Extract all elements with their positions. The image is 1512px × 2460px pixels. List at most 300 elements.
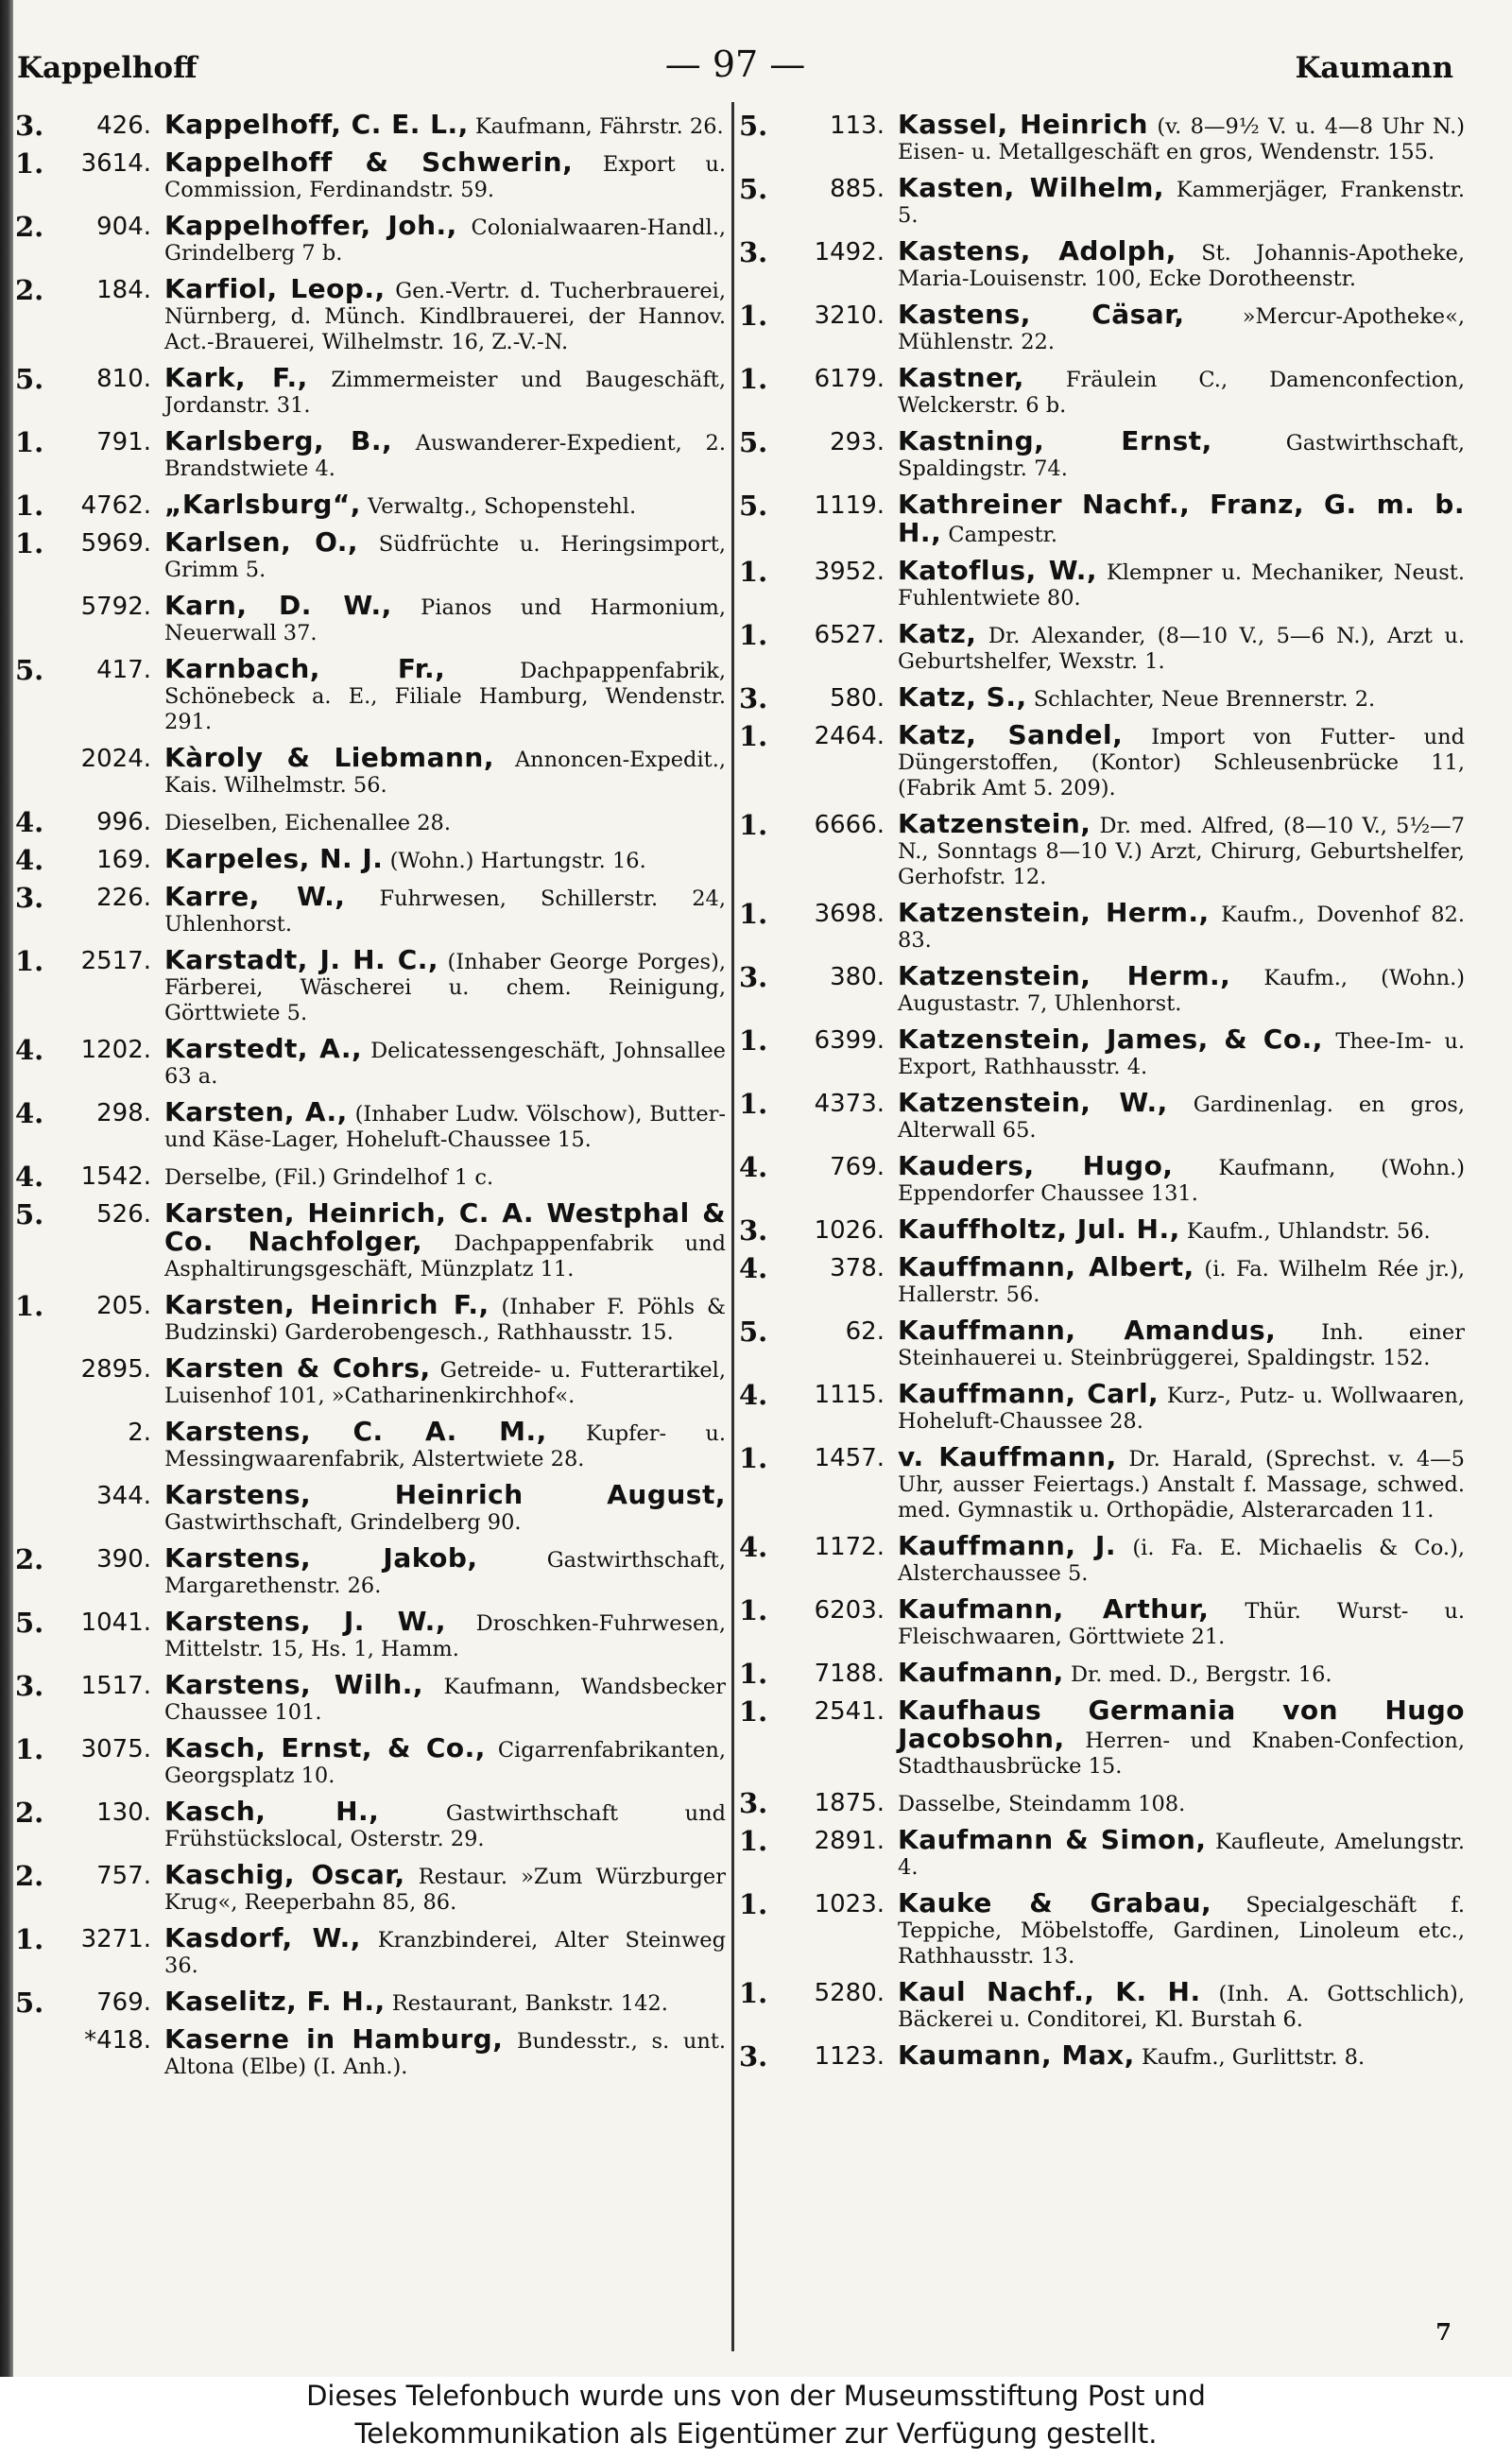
directory-entry xyxy=(15,843,726,876)
header-left-keyword: Kappelhoff xyxy=(17,51,198,85)
directory-entry xyxy=(15,1289,726,1346)
directory-entry xyxy=(739,1150,1465,1207)
exchange-office: 5. xyxy=(739,1316,768,1348)
directory-entry xyxy=(15,653,726,735)
directory-entry xyxy=(739,491,1465,548)
entry-text xyxy=(164,2023,726,2080)
subscriber-details: (v. 8—9½ V. u. 4—8 Uhr N.) Eisen- u. Metallgeschäft en gros, Wendenstr. 155. xyxy=(898,114,1465,164)
subscriber-name: Karnbach, Fr., xyxy=(164,653,446,684)
exchange-office: 1. xyxy=(15,527,44,559)
subscriber-details: Dr. med. Alfred, (8—10 V., 5½—7 N., Sonntags 8—10 V.) Arzt, Chirurg, Geburtshelfer, Gerhofstr. 12. xyxy=(898,814,1465,889)
subscriber-details: Kupfer- u. Messingwaarenfabrik, Alstertwiete 28. xyxy=(164,1421,726,1471)
subscriber-name: Kasdorf, W., xyxy=(164,1922,361,1953)
phone-number: 1457. xyxy=(814,1444,885,1472)
entry-text xyxy=(164,1859,726,1916)
directory-entry xyxy=(739,112,1465,165)
subscriber-details: Fuhrwesen, Schillerstr. 24, Uhlenhorst. xyxy=(164,886,726,937)
subscriber-name: Kathreiner Nachf., Franz, G. m. b. H., xyxy=(898,489,1465,548)
exchange-office: 1. xyxy=(15,147,44,180)
subscriber-details: Gen.-Vertr. d. Tucherbrauerei, Nürnberg, d. Münch. Kindlbrauerei, der Hannov. Act.-Brauerei, Wilhelmstr. 16, Z.-V.-N. xyxy=(164,279,726,354)
directory-entry xyxy=(15,1859,726,1916)
exchange-office xyxy=(15,1482,47,1536)
entry-text xyxy=(898,301,1465,355)
entry-text xyxy=(898,1824,1465,1881)
entry-text xyxy=(164,1289,726,1346)
subscriber-details: St. Johannis-Apotheke, Maria-Louisenstr. 100, Ecke Dorotheenstr. xyxy=(898,241,1465,291)
phone-number: 1119. xyxy=(814,491,885,520)
subscriber-details: Getreide- u. Futterartikel, Luisenhof 101, »Catharinenkirchhof«. xyxy=(164,1358,726,1408)
phone-number: 1542. xyxy=(80,1162,151,1191)
phone-number: 2891. xyxy=(814,1827,885,1855)
subscriber-name: Katzenstein, James, & Co., xyxy=(898,1024,1323,1055)
directory-entry xyxy=(739,1026,1465,1080)
entry-text xyxy=(898,172,1465,229)
phone-number: 417. xyxy=(96,656,151,684)
entry-text xyxy=(164,1798,726,1852)
subscriber-details: Droschken-Fuhrwesen, Mittelstr. 15, Hs. 1, Hamm. xyxy=(164,1611,726,1661)
entry-text xyxy=(164,1197,726,1282)
subscriber-name: v. Kauffmann, xyxy=(898,1441,1117,1472)
exchange-office: 1. xyxy=(739,1977,768,2009)
exchange-office xyxy=(15,2026,47,2080)
footer-line-1: Dieses Telefonbuch wurde uns von der Museumsstiftung Post und xyxy=(306,2380,1206,2412)
subscriber-name: Kappelhoff & Schwerin, xyxy=(164,146,574,178)
phone-number: 1492. xyxy=(814,238,885,267)
entry-text xyxy=(898,2039,1465,2071)
entry-text xyxy=(164,273,726,355)
entry-text xyxy=(164,881,726,938)
subscriber-name: Kastning, Ernst, xyxy=(898,425,1212,456)
directory-entry xyxy=(15,1162,726,1191)
subscriber-details: Restaurant, Bankstr. 142. xyxy=(391,1991,668,2016)
header-right-keyword: Kaumann xyxy=(1295,51,1453,85)
subscriber-name: Kappelhoff, C. E. L., xyxy=(164,112,469,140)
directory-entry xyxy=(15,1669,726,1726)
subscriber-name: Kark, F., xyxy=(164,362,308,393)
subscriber-details: Kaufmann, (Wohn.) Eppendorfer Chaussee 131. xyxy=(898,1156,1465,1206)
subscriber-details: Gastwirthschaft, Spaldingstr. 74. xyxy=(898,431,1465,481)
directory-entry xyxy=(739,681,1465,714)
subscriber-name: Karlsen, O., xyxy=(164,526,359,558)
subscriber-details: Restaur. »Zum Würzburger Krug«, Reeperbahn 85, 86. xyxy=(164,1865,726,1915)
subscriber-name: Karlsberg, B., xyxy=(164,425,393,456)
subscriber-details: (Wohn.) Hartungstr. 16. xyxy=(389,849,646,873)
exchange-office: 3. xyxy=(739,961,768,993)
subscriber-details: Kaufm., Uhlandstr. 56. xyxy=(1186,1219,1431,1244)
subscriber-name: Karre, W., xyxy=(164,881,346,912)
entry-text xyxy=(164,1479,726,1536)
subscriber-details: Pianos und Harmonium, Neuerwall 37. xyxy=(164,595,726,645)
exchange-office: 1. xyxy=(15,1923,44,1955)
exchange-office: 1. xyxy=(739,1024,768,1057)
entry-text xyxy=(164,1033,726,1090)
directory-entry xyxy=(15,1542,726,1599)
exchange-office: 4. xyxy=(15,806,44,838)
subscriber-details: Cigarrenfabrikanten, Georgsplatz 10. xyxy=(164,1738,726,1788)
subscriber-details: Export u. Commission, Ferdinandstr. 59. xyxy=(164,152,726,202)
phone-number: 2024. xyxy=(80,745,151,773)
entry-text xyxy=(164,146,726,203)
directory-entry xyxy=(739,1530,1465,1587)
exchange-office: 5. xyxy=(15,1607,44,1639)
exchange-office: 1. xyxy=(15,1733,44,1765)
exchange-office: 2. xyxy=(15,1797,44,1829)
phone-number: 769. xyxy=(96,1988,151,2017)
phone-number: 130. xyxy=(96,1798,151,1827)
subscriber-name: Kaselitz, F. H., xyxy=(164,1986,386,2017)
subscriber-name: Katzenstein, Herm., xyxy=(898,960,1231,991)
subscriber-details: Gastwirthschaft und Frühstückslocal, Osterstr. 29. xyxy=(164,1801,726,1851)
entry-text xyxy=(898,1087,1465,1144)
phone-number: 757. xyxy=(96,1862,151,1890)
subscriber-details: Herren- und Knaben-Confection, Stadthausbrücke 15. xyxy=(898,1729,1465,1779)
subscriber-name: Kaumann, Max, xyxy=(898,2039,1135,2071)
subscriber-name: Karsten, Heinrich F., xyxy=(164,1289,490,1320)
phone-number: 426. xyxy=(96,112,151,140)
exchange-office: 4. xyxy=(739,1379,768,1411)
subscriber-name: Karstadt, J. H. C., xyxy=(164,944,439,975)
phone-number: 3952. xyxy=(814,558,885,586)
subscriber-name: Katzenstein, xyxy=(898,808,1091,839)
exchange-office: 1. xyxy=(739,1695,768,1728)
phone-number: 2541. xyxy=(814,1697,885,1726)
subscriber-details: Dachpappenfabrik, Schönebeck a. E., Filiale Hamburg, Wendenstr. 291. xyxy=(164,659,726,734)
phone-number: 1115. xyxy=(814,1381,885,1409)
exchange-office: 1. xyxy=(15,490,44,522)
right-column xyxy=(739,112,1465,2361)
phone-number: 810. xyxy=(96,365,151,393)
subscriber-details: Dr. med. D., Bergstr. 16. xyxy=(1070,1662,1332,1687)
entry-text xyxy=(898,1593,1465,1650)
phone-number: 3698. xyxy=(814,900,885,928)
subscriber-name: Kauffholtz, Jul. H., xyxy=(898,1213,1180,1245)
entry-text xyxy=(164,1096,726,1153)
phone-number: 1517. xyxy=(80,1672,151,1700)
entry-text xyxy=(164,944,726,1026)
subscriber-details: Klempner u. Mechaniker, Neust. Fuhlentwiete 80. xyxy=(898,560,1465,611)
phone-number: 390. xyxy=(96,1545,151,1574)
phone-number: 1123. xyxy=(814,2042,885,2071)
subscriber-details: »Mercur-Apotheke«, Mühlenstr. 22. xyxy=(898,304,1465,354)
phone-number: 6203. xyxy=(814,1596,885,1625)
exchange-office: 2. xyxy=(15,211,44,243)
subscriber-details: Annoncen-Expedit., Kais. Wilhelmstr. 56. xyxy=(164,748,726,798)
exchange-office: 1. xyxy=(739,898,768,930)
exchange-office: 5. xyxy=(15,654,44,686)
subscriber-details: (Inhaber F. Pöhls & Budzinski) Garderobengesch., Rathhausstr. 15. xyxy=(164,1295,726,1345)
entry-text xyxy=(164,843,726,874)
directory-entry xyxy=(15,210,726,267)
directory-entry xyxy=(15,1798,726,1852)
subscriber-details: Bundesstr., s. unt. Altona (Elbe) (I. Anh.). xyxy=(164,2029,726,2079)
directory-entry xyxy=(15,944,726,1026)
subscriber-name: Kaschig, Oscar, xyxy=(164,1859,405,1890)
entry-text xyxy=(898,362,1465,419)
directory-entry xyxy=(739,1694,1465,1780)
exchange-office: 5. xyxy=(15,1987,44,2019)
subscriber-details: Kurz-, Putz- u. Wollwaaren, Hoheluft-Chaussee 28. xyxy=(898,1384,1465,1434)
directory-entry xyxy=(739,1789,1465,1817)
exchange-office: 5. xyxy=(15,1198,44,1230)
subscriber-details: Inh. einer Steinhauerei u. Steinbrüggerei, Spaldingstr. 152. xyxy=(898,1320,1465,1370)
entry-text xyxy=(164,1922,726,1979)
directory-entry xyxy=(739,1657,1465,1690)
directory-entry xyxy=(739,719,1465,801)
subscriber-details: Colonialwaaren-Handl., Grindelberg 7 b. xyxy=(164,215,726,266)
column-divider xyxy=(731,102,734,2351)
exchange-office xyxy=(15,745,47,799)
phone-number: 5280. xyxy=(814,1979,885,2007)
exchange-office: 4. xyxy=(15,1097,44,1129)
subscriber-name: Karstens, C. A. M., xyxy=(164,1416,547,1447)
subscriber-details: Verwaltg., Schopenstehl. xyxy=(368,494,637,519)
directory-entry xyxy=(15,425,726,482)
subscriber-details: (Inhaber Ludw. Völschow), Butter- und Käse-Lager, Hoheluft-Chaussee 15. xyxy=(164,1102,726,1152)
directory-entry xyxy=(15,1988,726,2017)
entry-text xyxy=(898,1150,1465,1207)
entry-text xyxy=(898,1026,1465,1080)
phone-number: 298. xyxy=(96,1099,151,1127)
entry-text xyxy=(164,808,726,836)
exchange-office: 1. xyxy=(739,1888,768,1920)
entry-text xyxy=(164,742,726,799)
subscriber-name: Kauffmann, Carl, xyxy=(898,1378,1160,1409)
directory-entry xyxy=(739,1887,1465,1970)
subscriber-name: Karsten, A., xyxy=(164,1096,348,1127)
subscriber-details: Import von Futter- und Düngerstoffen, (Kontor) Schleusenbrücke 11, (Fabrik Amt 5. 209). xyxy=(898,725,1465,800)
subscriber-name: Kauffmann, Albert, xyxy=(898,1251,1194,1282)
exchange-office: 1. xyxy=(15,1290,44,1322)
directory-entry xyxy=(15,1732,726,1789)
entry-text xyxy=(898,1694,1465,1780)
subscriber-details: Schlachter, Neue Brennerstr. 2. xyxy=(1033,687,1376,712)
entry-text xyxy=(164,1162,726,1191)
exchange-office: 4. xyxy=(15,1034,44,1066)
subscriber-details: (i. Fa. E. Michaelis & Co.), Alsterchaussee 5. xyxy=(898,1536,1465,1586)
subscriber-details: Südfrüchte u. Heringsimport, Grimm 5. xyxy=(164,532,726,582)
exchange-office xyxy=(15,1419,47,1472)
directory-entry xyxy=(15,881,726,938)
phone-number: 2464. xyxy=(814,722,885,750)
directory-entry xyxy=(739,897,1465,954)
phone-number: 6527. xyxy=(814,621,885,649)
exchange-office: 3. xyxy=(15,112,44,142)
exchange-office: 1. xyxy=(739,1594,768,1626)
exchange-office: 3. xyxy=(739,236,768,268)
subscriber-name: Kaufhaus Germania von Hugo Jacobsohn, xyxy=(898,1694,1465,1754)
phone-number: 1172. xyxy=(814,1533,885,1561)
phone-number: 996. xyxy=(96,808,151,836)
entry-text xyxy=(164,1988,726,2017)
directory-entry xyxy=(15,1608,726,1662)
subscriber-name: Kauke & Grabau, xyxy=(898,1887,1212,1918)
subscriber-details: Dasselbe, Steindamm 108. xyxy=(898,1792,1186,1816)
entry-text xyxy=(164,1542,726,1599)
subscriber-name: Katzenstein, W., xyxy=(898,1087,1168,1118)
subscriber-name: Karfiol, Leop., xyxy=(164,273,386,304)
phone-number: 293. xyxy=(830,428,885,456)
exchange-office: 1. xyxy=(739,363,768,395)
directory-entry xyxy=(15,1922,726,1979)
phone-number: 1202. xyxy=(80,1036,151,1064)
exchange-office: 2. xyxy=(15,274,44,306)
subscriber-name: „Karlsburg“, xyxy=(164,489,361,520)
phone-number: 5969. xyxy=(80,529,151,558)
directory-entry xyxy=(739,235,1465,292)
phone-number: 3614. xyxy=(80,149,151,178)
subscriber-name: Katz, S., xyxy=(898,681,1027,713)
exchange-office: 1. xyxy=(15,945,44,977)
subscriber-name: Kauffmann, Amandus, xyxy=(898,1315,1277,1346)
subscriber-name: Karstens, J. W., xyxy=(164,1606,446,1637)
directory-entry xyxy=(739,172,1465,229)
subscriber-name: Kassel, Heinrich xyxy=(898,112,1148,140)
entry-text xyxy=(898,1441,1465,1523)
entry-text xyxy=(898,897,1465,954)
subscriber-name: Karstens, Heinrich August, xyxy=(164,1479,726,1510)
subscriber-details: Gardinenlag. en gros, Alterwall 65. xyxy=(898,1092,1465,1143)
exchange-office: 4. xyxy=(739,1151,768,1183)
exchange-office: 5. xyxy=(739,426,768,458)
exchange-office: 3. xyxy=(15,1670,44,1702)
exchange-office: 1. xyxy=(739,619,768,651)
subscriber-details: Thür. Wurst- u. Fleischwaaren, Görttwiete 21. xyxy=(898,1599,1465,1649)
subscriber-name: Kauders, Hugo, xyxy=(898,1150,1174,1181)
subscriber-name: Katz, xyxy=(898,618,977,649)
directory-entry xyxy=(15,526,726,583)
directory-entry xyxy=(15,1033,726,1090)
entry-text xyxy=(164,526,726,583)
entry-text xyxy=(898,425,1465,482)
directory-entry xyxy=(15,1096,726,1153)
subscriber-details: Dr. Harald, (Sprechst. v. 4—5 Uhr, ausser Feiertags.) Anstalt f. Massage, schwed. med. Gymnastik u. Orthopädie, Alsterarcaden 11. xyxy=(898,1447,1465,1522)
phone-number: 184. xyxy=(96,276,151,304)
entry-text xyxy=(898,1887,1465,1970)
exchange-office xyxy=(15,1355,47,1409)
subscriber-details: Kaufmann, Wandsbecker Chaussee 101. xyxy=(164,1675,726,1725)
phone-number: 344. xyxy=(96,1482,151,1510)
subscriber-details: Thee-Im- u. Export, Rathhausstr. 4. xyxy=(898,1029,1465,1079)
subscriber-name: Karn, D. W., xyxy=(164,590,392,621)
phone-number: 6666. xyxy=(814,811,885,839)
phone-number: 791. xyxy=(96,428,151,456)
subscriber-name: Kaufmann & Simon, xyxy=(898,1824,1207,1855)
entry-text xyxy=(164,1416,726,1472)
exchange-office: 5. xyxy=(739,490,768,522)
subscriber-details: Kaufm., Dovenhof 82. 83. xyxy=(898,903,1465,953)
exchange-office: 2. xyxy=(15,1860,44,1892)
subscriber-details: Kranzbinderei, Alter Steinweg 36. xyxy=(164,1928,726,1978)
entry-text xyxy=(898,681,1465,713)
subscriber-details: Delicatessengeschäft, Johnsallee 63 a. xyxy=(164,1039,726,1089)
subscriber-name: Karstedt, A., xyxy=(164,1033,363,1064)
phone-number: 1026. xyxy=(814,1216,885,1245)
entry-text xyxy=(898,491,1465,548)
entry-text xyxy=(898,618,1465,675)
entry-text xyxy=(898,1789,1465,1817)
entry-text xyxy=(898,1657,1465,1688)
exchange-office: 3. xyxy=(739,1787,768,1819)
phone-number: 4373. xyxy=(814,1090,885,1118)
left-column xyxy=(15,112,726,2361)
entry-text xyxy=(898,555,1465,611)
directory-entry xyxy=(739,1087,1465,1144)
entry-text xyxy=(898,1976,1465,2033)
directory-entry xyxy=(739,2039,1465,2073)
directory-entry xyxy=(15,273,726,355)
phone-number: 904. xyxy=(96,213,151,241)
subscriber-name: Karpeles, N. J. xyxy=(164,843,384,874)
entry-text xyxy=(164,1352,726,1409)
phone-number: 3075. xyxy=(80,1735,151,1763)
entry-text xyxy=(898,1530,1465,1587)
subscriber-name: Kaufmann, xyxy=(898,1657,1064,1688)
entry-text xyxy=(898,719,1465,801)
subscriber-name: Kàroly & Liebmann, xyxy=(164,742,494,773)
subscriber-details: Fräulein C., Damenconfection, Welckerstr. 6 b. xyxy=(898,368,1465,418)
subscriber-name: Karsten & Cohrs, xyxy=(164,1352,431,1384)
directory-entry xyxy=(739,1824,1465,1881)
exchange-office: 1. xyxy=(739,556,768,588)
exchange-office: 1. xyxy=(739,1825,768,1857)
subscriber-details: Kaufm., (Wohn.) Augustastr. 7, Uhlenhorst. xyxy=(898,966,1465,1016)
phone-number: 62. xyxy=(845,1317,885,1346)
subscriber-name: Kastens, Cäsar, xyxy=(898,299,1185,330)
entry-text xyxy=(898,1378,1465,1435)
directory-entry xyxy=(15,742,726,799)
phone-number: 769. xyxy=(830,1153,885,1181)
exchange-office: 1. xyxy=(15,426,44,458)
phone-number: 205. xyxy=(96,1292,151,1320)
entry-text xyxy=(898,808,1465,890)
subscriber-name: Katoflus, W., xyxy=(898,555,1098,586)
directory-entry xyxy=(739,1213,1465,1247)
subscriber-name: Kastner, xyxy=(898,362,1024,393)
phone-number: 380. xyxy=(830,963,885,991)
phone-number: 169. xyxy=(96,846,151,874)
entry-text xyxy=(898,112,1465,165)
exchange-office xyxy=(15,593,47,646)
subscriber-name: Katzenstein, Herm., xyxy=(898,897,1210,928)
phone-number: 2517. xyxy=(80,947,151,975)
exchange-office: 1. xyxy=(739,809,768,841)
exchange-office: 5. xyxy=(739,112,768,142)
exchange-office: 3. xyxy=(15,882,44,914)
directory-entry xyxy=(15,1416,726,1472)
entry-text xyxy=(898,960,1465,1017)
subscriber-details: Dachpappenfabrik und Asphaltirungsgeschäft, Münzplatz 11. xyxy=(164,1231,726,1282)
phone-number: 7188. xyxy=(814,1660,885,1688)
directory-entry xyxy=(739,362,1465,419)
exchange-office: 4. xyxy=(15,844,44,876)
phone-number: 113. xyxy=(830,112,885,140)
phone-number: 1875. xyxy=(814,1789,885,1817)
directory-entry xyxy=(739,1378,1465,1435)
directory-entry xyxy=(15,2023,726,2080)
directory-entry xyxy=(739,1441,1465,1523)
entry-text xyxy=(164,112,726,140)
phone-number: 6179. xyxy=(814,365,885,393)
phone-number: 2895. xyxy=(80,1355,151,1384)
exchange-office: 1. xyxy=(739,720,768,752)
subscriber-name: Kasch, Ernst, & Co., xyxy=(164,1732,486,1763)
phone-number: 378. xyxy=(830,1254,885,1282)
directory-entry xyxy=(15,1479,726,1536)
entry-text xyxy=(164,1608,726,1662)
entry-text xyxy=(898,1213,1465,1245)
entry-text xyxy=(164,210,726,267)
subscriber-details: Kaufmann, Fährstr. 26. xyxy=(474,114,724,139)
